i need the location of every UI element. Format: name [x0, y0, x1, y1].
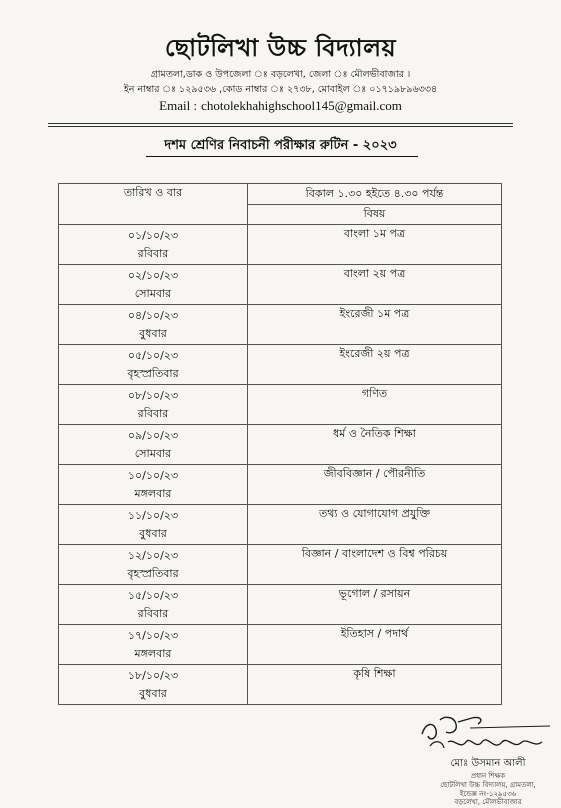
school-address: গ্রামতলা,ডাক ও উপজেলা ঃ বড়লেখা, জেলা ঃ মৌলভীবাজার । — [150, 69, 411, 80]
date-day-cell — [59, 625, 248, 665]
title-underline — [146, 156, 418, 157]
table-row — [59, 425, 502, 465]
table-row — [59, 545, 502, 585]
routine-title: দশম শ্রেণির নিবাচনী পরীক্ষার রুটিন - ২০২৩ — [164, 138, 397, 153]
routine-body — [59, 225, 502, 705]
table-row — [59, 305, 502, 345]
table-row — [59, 665, 502, 705]
exam-day: বুধবার — [139, 686, 167, 700]
exam-subject: ইংরেজী ১ম পত্র — [248, 305, 502, 345]
exam-day: সোমবার — [134, 446, 172, 460]
exam-date: ১০/১০/২৩ — [127, 468, 179, 482]
exam-date: ০৯/১০/২৩ — [127, 428, 179, 442]
table-row — [59, 585, 502, 625]
exam-date: ০১/১০/২৩ — [127, 228, 179, 242]
date-day-cell — [59, 505, 248, 545]
handwritten-signature — [410, 712, 560, 760]
exam-day: বৃহস্প্রতিবার — [127, 366, 179, 380]
exam-date: ০৮/১০/২৩ — [127, 388, 179, 402]
signatory-name: মোঃ উসমান আলী — [450, 758, 526, 769]
table-row — [59, 385, 502, 425]
table-row — [59, 225, 502, 265]
exam-subject: বাংলা ২য় পত্র — [248, 265, 502, 305]
exam-day: রবিবার — [137, 246, 169, 260]
table-row — [59, 345, 502, 385]
exam-subject: জীববিজ্ঞান / পৌরনীতি — [248, 465, 502, 505]
date-day-cell — [59, 345, 248, 385]
table-row — [59, 505, 502, 545]
table-row — [59, 465, 502, 505]
exam-subject: বিজ্ঞান / বাংলাদেশ ও বিশ্ব পরিচয় — [248, 545, 502, 585]
exam-date: ১৫/১০/২৩ — [127, 588, 179, 602]
date-day-cell — [59, 385, 248, 425]
stamp-school: ছোটলিখা উচ্চ বিদ্যালয়, গ্রামতলা, — [440, 781, 536, 789]
exam-date: ১২/১০/২৩ — [127, 548, 179, 562]
date-day-cell — [59, 225, 248, 265]
date-day-cell — [59, 585, 248, 625]
exam-day: বুধবার — [139, 526, 167, 540]
exam-date: ০২/১০/২৩ — [127, 268, 179, 282]
exam-subject: ভূগোল / রসায়ন — [248, 585, 502, 625]
exam-day: রবিবার — [137, 406, 169, 420]
exam-date: ০৫/১০/২৩ — [127, 348, 179, 362]
stamp-index: ইন্ডেক্স নং-১২৯৫৩৬ — [459, 790, 517, 798]
stamp-location: বড়লেখা, মৌলভীবাজার — [454, 798, 522, 806]
school-codes: ইন নাম্বার ঃ ১২৯৫৩৬ ,কোড নাম্বার ঃ ২৭৩৮, মোবাইল ঃ ০১৭১৯৮৯৬৩৩৪ — [123, 84, 438, 95]
table-row — [59, 265, 502, 305]
table-header-row — [59, 184, 502, 205]
exam-date: ১১/১০/২৩ — [127, 508, 179, 522]
email-address: chotolekhahighschool145@gmail.com — [201, 98, 402, 113]
signature-block — [410, 712, 560, 806]
email-label: Email : — [159, 98, 198, 113]
exam-subject: ইংরেজী ২য় পত্র — [248, 345, 502, 385]
exam-day: সোমবার — [134, 286, 172, 300]
exam-day: মঙ্গলবার — [134, 486, 172, 500]
exam-day: বুধবার — [139, 326, 167, 340]
exam-day: রবিবার — [137, 606, 169, 620]
exam-date: ১৮/১০/২৩ — [127, 668, 179, 682]
exam-subject: ইতিহাস / পদার্থ — [248, 625, 502, 665]
table-row — [59, 625, 502, 665]
exam-subject: গণিত — [248, 385, 502, 425]
date-day-cell — [59, 305, 248, 345]
time-header: বিকাল ১.৩০ হইতে ৪.৩০ পর্যন্ত — [248, 184, 502, 205]
date-day-cell — [59, 265, 248, 305]
exam-date: ০৪/১০/২৩ — [127, 308, 179, 322]
date-day-cell — [59, 665, 248, 705]
stamp-designation: প্রধান শিক্ষক — [470, 772, 506, 780]
exam-day: বৃহস্প্রতিবার — [127, 566, 179, 580]
school-email — [0, 98, 561, 114]
header-divider-double — [48, 126, 513, 127]
exam-subject: তথ্য ও যোগাযোগ প্রযুক্তি — [248, 505, 502, 545]
date-day-header: তারিখ ও বার — [59, 184, 248, 225]
header-divider — [48, 123, 513, 124]
exam-routine-table — [58, 183, 502, 705]
exam-subject: ধর্ম ও নৈতিক শিক্ষা — [248, 425, 502, 465]
school-name: ছোটলিখা উচ্চ বিদ্যালয় — [164, 34, 397, 62]
subject-header: বিষয় — [248, 205, 502, 225]
date-day-cell — [59, 465, 248, 505]
exam-subject: কৃষি শিক্ষা — [248, 665, 502, 705]
date-day-cell — [59, 425, 248, 465]
exam-date: ১৭/১০/২৩ — [127, 628, 179, 642]
date-day-cell — [59, 545, 248, 585]
exam-subject: বাংলা ১ম পত্র — [248, 225, 502, 265]
exam-day: মঙ্গলবার — [134, 646, 172, 660]
